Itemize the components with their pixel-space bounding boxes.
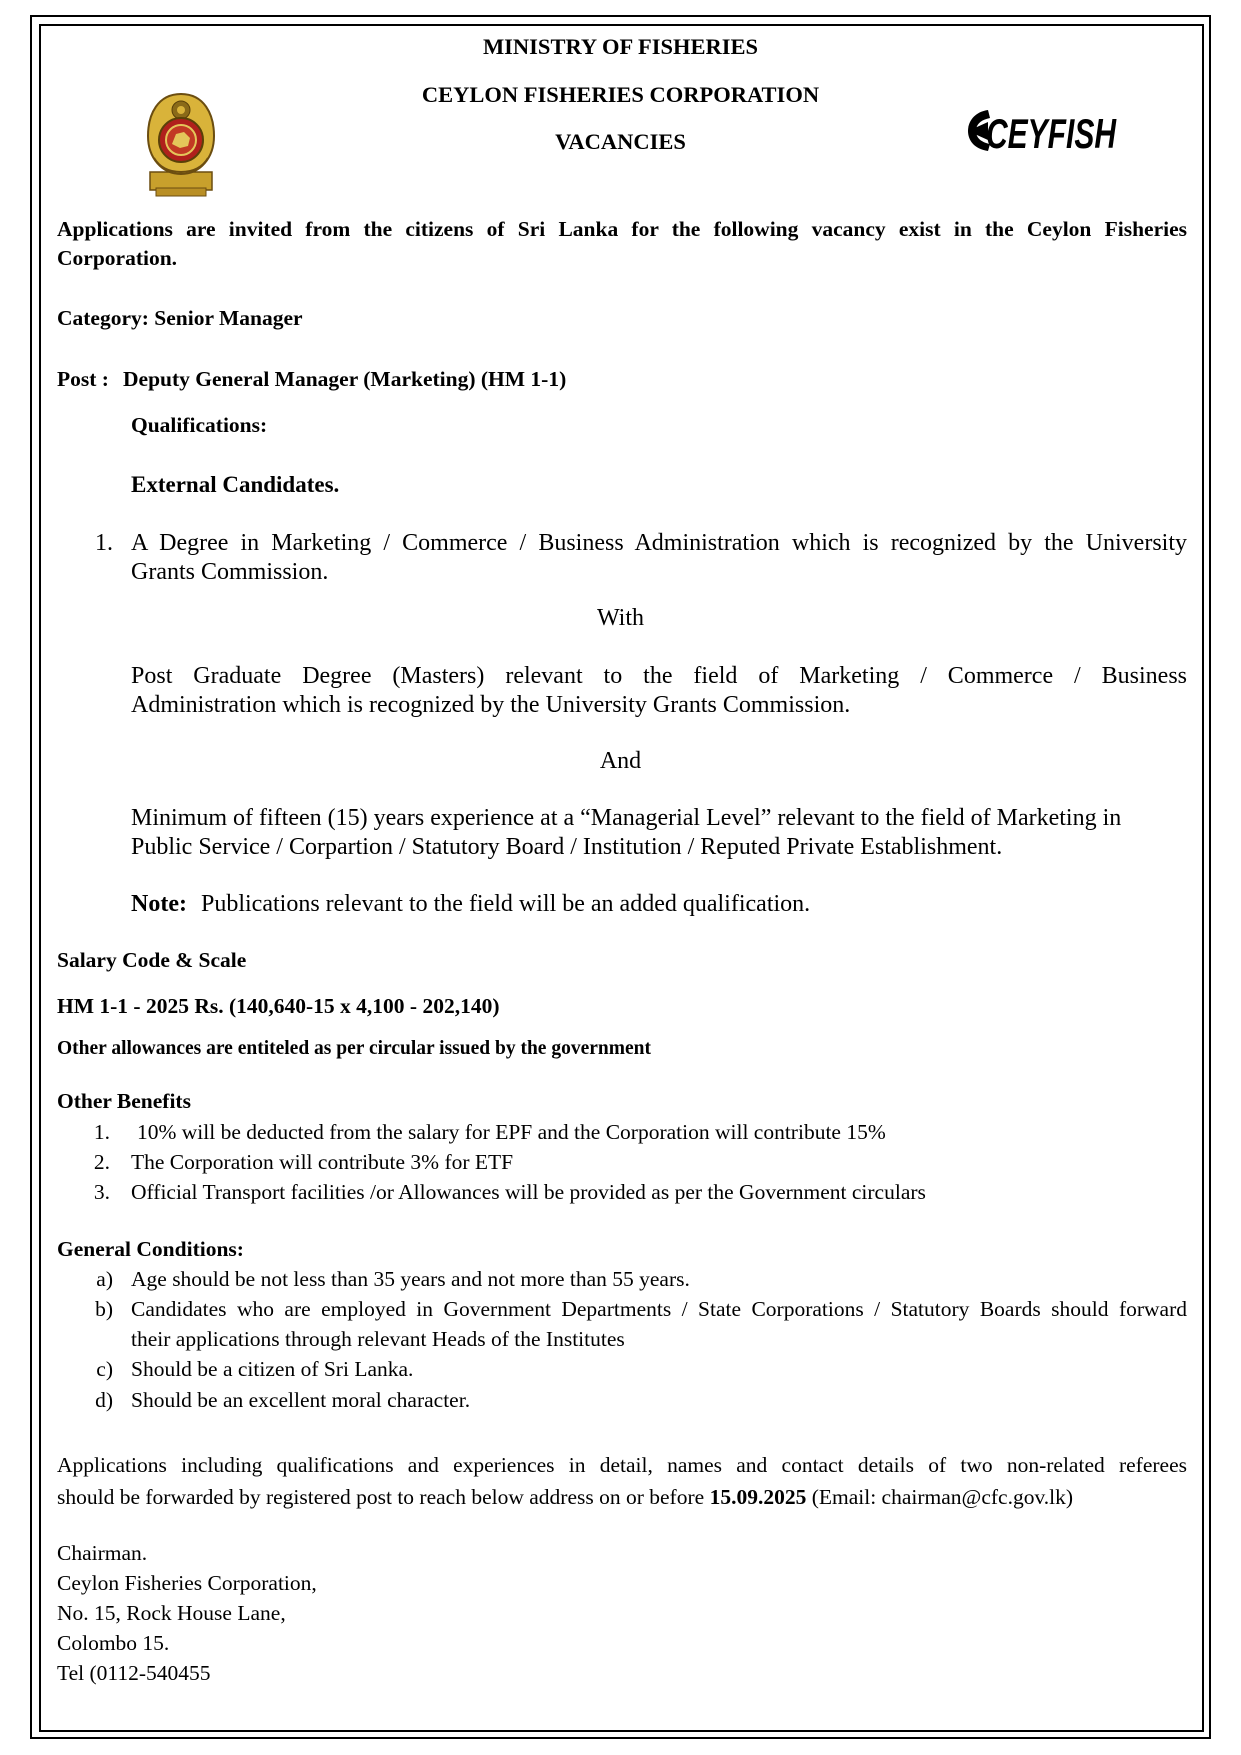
ceyfish-logo-text: CEYFISH — [986, 110, 1118, 157]
allowances-note: Other allowances are entiteled as per circular issued by the government — [57, 1038, 651, 1059]
address-line: Ceylon Fisheries Corporation, — [57, 1571, 317, 1595]
note-text: Publications relevant to the field will be an added qualification. — [201, 891, 811, 917]
telephone: Tel (0112-540455 — [57, 1661, 211, 1685]
condition-letter: a) — [96, 1267, 113, 1291]
benefit-number: 3. — [93, 1180, 110, 1204]
condition-letter: d) — [95, 1388, 113, 1412]
address-line: No. 15, Rock House Lane, — [57, 1601, 286, 1625]
postgraduate-line-1: Post Graduate Degree (Masters) relevant to the field of Marketing / Commerce / Business — [131, 663, 1187, 689]
salary-scale: HM 1-1 - 2025 Rs. (140,640-15 x 4,100 - 202,140) — [57, 994, 500, 1018]
salary-title: Salary Code & Scale — [57, 948, 247, 972]
experience-line-2: Public Service / Corpartion / Statutory Board / Institution / Reputed Private Establishment. — [131, 834, 1003, 860]
benefits-title: Other Benefits — [57, 1089, 191, 1113]
submission-line-2 — [57, 1485, 1073, 1510]
ministry-title: MINISTRY OF FISHERIES — [482, 34, 759, 59]
condition-item: Should be an excellent moral character. — [131, 1388, 471, 1412]
post-value: Deputy General Manager (Marketing) (HM 1-1) — [123, 367, 567, 391]
condition-letter: b) — [95, 1297, 113, 1321]
benefit-item: 10% will be deducted from the salary for EPF and the Corporation will contribute 15% — [137, 1120, 886, 1144]
intro-line-1: Applications are invited from the citizens of Sri Lanka for the following vacancy exist in the Ceylon Fisheries — [57, 217, 1187, 241]
conditions-title: General Conditions: — [57, 1237, 244, 1261]
intro-line-2: Corporation. — [57, 246, 178, 270]
deadline-date: 15.09.2025 — [709, 1485, 807, 1509]
qualification-number: 1. — [95, 530, 113, 556]
condition-item: Should be a citizen of Sri Lanka. — [131, 1357, 414, 1381]
address-line: Colombo 15. — [57, 1631, 170, 1655]
note-label: Note: — [131, 891, 187, 917]
condition-item-continued: their applications through relevant Heads of the Institutes — [131, 1327, 625, 1351]
benefit-item: Official Transport facilities /or Allowances will be provided as per the Government circulars — [131, 1180, 926, 1204]
degree-line-2: Grants Commission. — [131, 559, 329, 585]
submission-text-before: should be forwarded by registered post to reach below address on or before — [57, 1485, 710, 1509]
submission-email: (Email: chairman@cfc.gov.lk) — [806, 1485, 1074, 1509]
address-line: Chairman. — [57, 1541, 148, 1565]
postgraduate-line-2: Administration which is recognized by the University Grants Commission. — [131, 692, 851, 718]
corporation-title: CEYLON FISHERIES CORPORATION — [421, 82, 820, 107]
and-connector: And — [599, 748, 642, 774]
experience-line-1: Minimum of fifteen (15) years experience at a “Managerial Level” relevant to the field of Marketing in — [131, 805, 1122, 831]
benefit-number: 2. — [93, 1150, 110, 1174]
external-candidates: External Candidates. — [131, 472, 340, 497]
benefit-number: 1. — [93, 1120, 110, 1144]
post-label: Post : — [57, 367, 109, 391]
submission-line-1: Applications including qualifications and experiences in detail, names and contact details of two non-related referees — [57, 1453, 1187, 1477]
benefit-item: The Corporation will contribute 3% for ETF — [131, 1150, 514, 1174]
category: Category: Senior Manager — [57, 306, 303, 330]
condition-item: Age should be not less than 35 years and not more than 55 years. — [131, 1267, 690, 1291]
qualifications-title: Qualifications: — [131, 413, 268, 437]
vacancies-title: VACANCIES — [555, 129, 686, 154]
with-connector: With — [596, 605, 645, 631]
condition-item: Candidates who are employed in Government Departments / State Corporations / Statutory Boards should forward — [131, 1297, 1187, 1321]
degree-line-1: A Degree in Marketing / Commerce / Business Administration which is recognized by the University — [131, 530, 1187, 556]
condition-letter: c) — [96, 1357, 113, 1381]
